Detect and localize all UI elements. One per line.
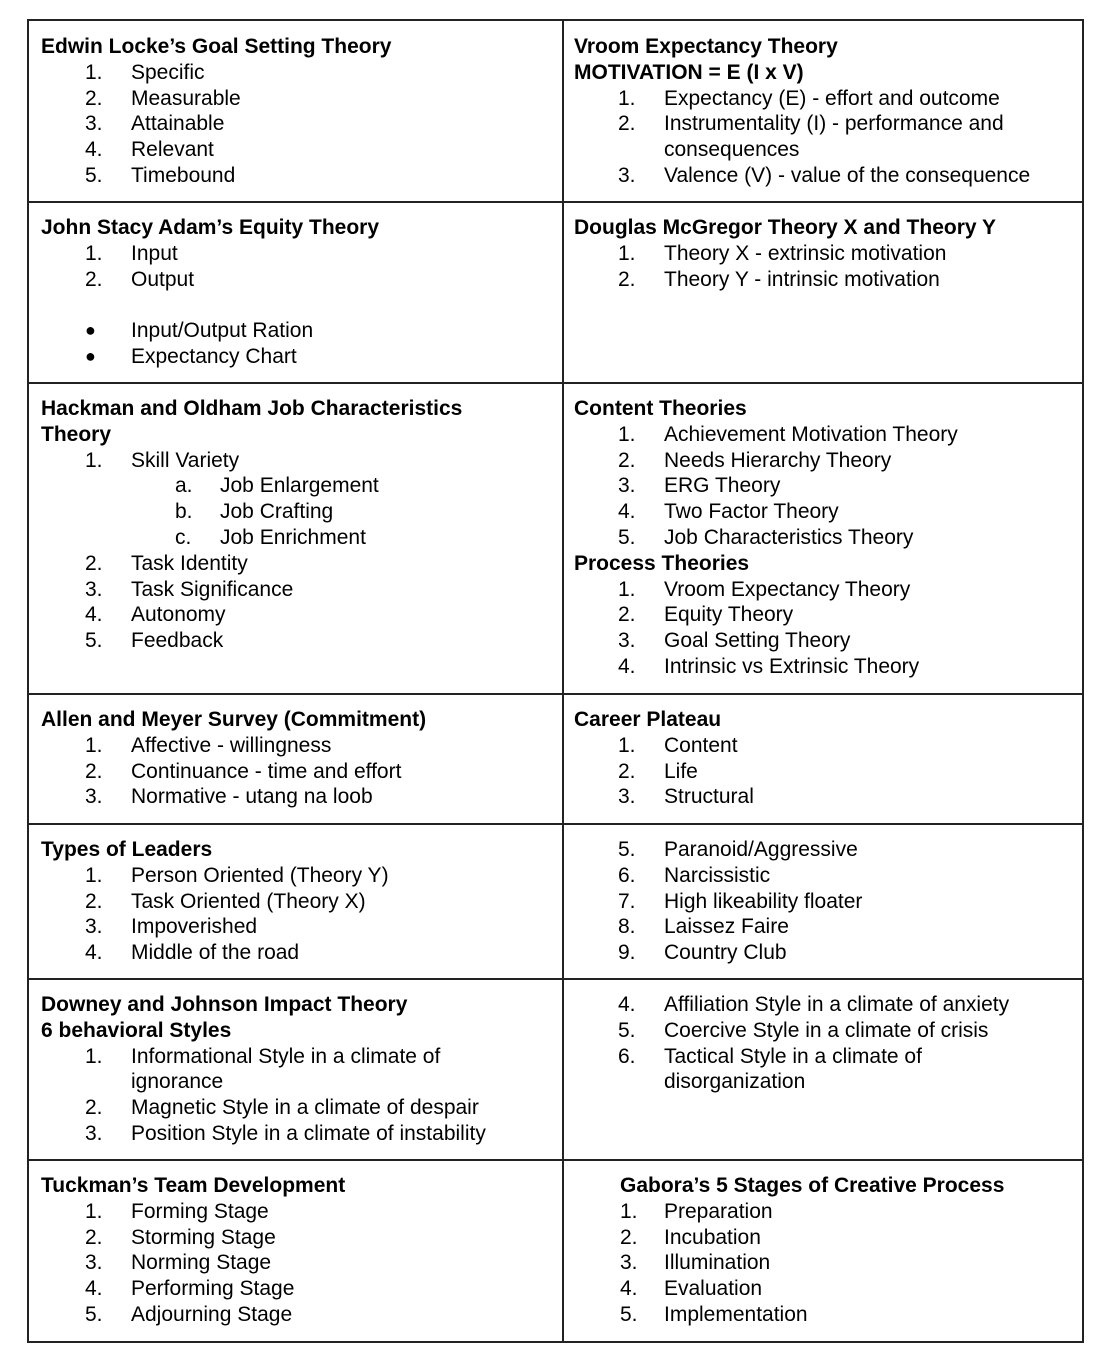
list-item: 3. Norming Stage (85, 1251, 272, 1275)
list-item: 4. Middle of the road (85, 941, 300, 965)
list-item: 3. Task Significance (85, 577, 294, 601)
list-item: 4. Autonomy (85, 603, 226, 627)
cell-goal-setting (41, 34, 551, 189)
list-item: 3. Goal Setting Theory (618, 629, 851, 653)
cell-gabora (574, 1173, 1079, 1328)
cell-title: Downey and Johnson Impact Theory 6 behavioral Styles (41, 993, 408, 1042)
list-item: 2. Task Identity (85, 551, 248, 575)
list-item: 5. Timebound (85, 163, 236, 187)
list-item: 3. Normative - utang na loob (85, 785, 373, 809)
list-item: 2. Instrumentality (I) - performance and consequences (618, 112, 1004, 162)
list-item: 1. Forming Stage (85, 1199, 269, 1223)
sub-item: b. Job Crafting (175, 500, 334, 524)
list-item: 1. Input (85, 241, 178, 265)
cell-title: Tuckman’s Team Development (41, 1174, 346, 1197)
cell-types-of-leaders (41, 837, 551, 966)
cell-subtitle: Process Theories (574, 551, 750, 575)
sub-item: c. Job Enrichment (175, 525, 366, 549)
list-item: 5. Job Characteristics Theory (618, 525, 914, 549)
cell-hackman (41, 396, 551, 654)
list-item: 5. Adjourning Stage (85, 1302, 293, 1326)
cell-career-plateau (574, 707, 1079, 810)
list-item: 1. Specific (85, 60, 205, 84)
cell-downey-johnson (41, 992, 551, 1147)
row-divider (29, 693, 1082, 695)
list-item: 5. Feedback (85, 629, 224, 653)
cell-leaders-continued (574, 837, 1079, 966)
list-item: 4. Relevant (85, 138, 214, 162)
cell-vroom (574, 34, 1079, 189)
cell-title: Edwin Locke’s Goal Setting Theory (41, 35, 392, 58)
list-item: 3. Position Style in a climate of instability (85, 1121, 486, 1145)
list-item: 3. Structural (618, 785, 754, 809)
list-item: 4. Two Factor Theory (618, 500, 839, 524)
list-item: 1. Preparation (620, 1199, 773, 1223)
list-item: 2. Task Oriented (Theory X) (85, 889, 366, 913)
cell-allen-meyer (41, 707, 551, 810)
list-item: 2. Continuance - time and effort (85, 759, 402, 783)
list-item: 7. High likeability floater (618, 889, 863, 913)
list-item: 4. Affiliation Style in a climate of anxiety (618, 993, 1010, 1016)
cell-styles-continued (574, 992, 1079, 1095)
cell-content-process (574, 396, 1079, 680)
list-item: 5. Implementation (620, 1302, 808, 1326)
row-divider (29, 201, 1082, 203)
notes-table (27, 19, 1084, 1343)
cell-title: Career Plateau (574, 708, 722, 731)
list-item: 2. Life (618, 759, 698, 783)
list-item: 1. Vroom Expectancy Theory (618, 577, 911, 601)
bullet-item: ● Expectancy Chart (85, 345, 297, 369)
list-item: 6. Narcissistic (618, 863, 771, 887)
row-divider (29, 978, 1082, 980)
cell-title: Hackman and Oldham Job Characteristics Theory (41, 397, 463, 446)
list-item: 2. Storming Stage (85, 1225, 276, 1249)
list-item: 3. Impoverished (85, 915, 258, 939)
row-divider (29, 823, 1082, 825)
cell-mcgregor (574, 215, 1079, 292)
bullet-item: ● Input/Output Ration (85, 319, 314, 343)
list-item: 1. Informational Style in a climate of ignorance (85, 1044, 441, 1094)
list-item: 2. Needs Hierarchy Theory (618, 448, 892, 472)
cell-title: Vroom Expectancy Theory MOTIVATION = E (I x V) (574, 35, 838, 84)
list-item: 2. Equity Theory (618, 603, 794, 627)
list-item: 9. Country Club (618, 941, 787, 965)
list-item: 5. Paranoid/Aggressive (618, 838, 858, 861)
row-divider (29, 382, 1082, 384)
sub-item: a. Job Enlargement (175, 474, 379, 498)
list-item: 4. Intrinsic vs Extrinsic Theory (618, 654, 920, 678)
list-item: 1. Person Oriented (Theory Y) (85, 863, 389, 887)
list-item: 4. Evaluation (620, 1277, 763, 1301)
list-item: 1. Expectancy (E) - effort and outcome (618, 86, 1000, 110)
cell-title: Content Theories (574, 397, 747, 420)
column-divider (562, 21, 564, 1341)
row-divider (29, 1159, 1082, 1161)
list-item: 6. Tactical Style in a climate of disorganization (618, 1044, 922, 1094)
cell-tuckman (41, 1173, 551, 1328)
list-item: 2. Incubation (620, 1225, 761, 1249)
list-item: 1. Theory X - extrinsic motivation (618, 241, 947, 265)
list-item: 3. Attainable (85, 112, 225, 136)
list-item: 1. Achievement Motivation Theory (618, 422, 958, 446)
list-item: 1. Skill Variety (85, 448, 240, 472)
list-item: 3. Illumination (620, 1251, 771, 1275)
list-item: 2. Output (85, 267, 195, 291)
cell-title: John Stacy Adam’s Equity Theory (41, 216, 380, 239)
list-item: 3. Valence (V) - value of the consequence (618, 163, 1031, 187)
list-item: 8. Laissez Faire (618, 915, 789, 939)
list-item: 3. ERG Theory (618, 474, 781, 498)
list-item: 2. Measurable (85, 86, 241, 110)
list-item: 4. Performing Stage (85, 1277, 295, 1301)
cell-title: Allen and Meyer Survey (Commitment) (41, 708, 427, 731)
cell-equity (41, 215, 551, 370)
list-item: 1. Affective - willingness (85, 733, 332, 757)
cell-title: Douglas McGregor Theory X and Theory Y (574, 216, 997, 239)
cell-title: Types of Leaders (41, 838, 213, 861)
list-item: 2. Theory Y - intrinsic motivation (618, 267, 940, 291)
list-item: 1. Content (618, 733, 738, 757)
list-item: 5. Coercive Style in a climate of crisis (618, 1018, 989, 1042)
cell-title: Gabora’s 5 Stages of Creative Process (620, 1174, 1005, 1197)
list-item: 2. Magnetic Style in a climate of despair (85, 1096, 479, 1120)
